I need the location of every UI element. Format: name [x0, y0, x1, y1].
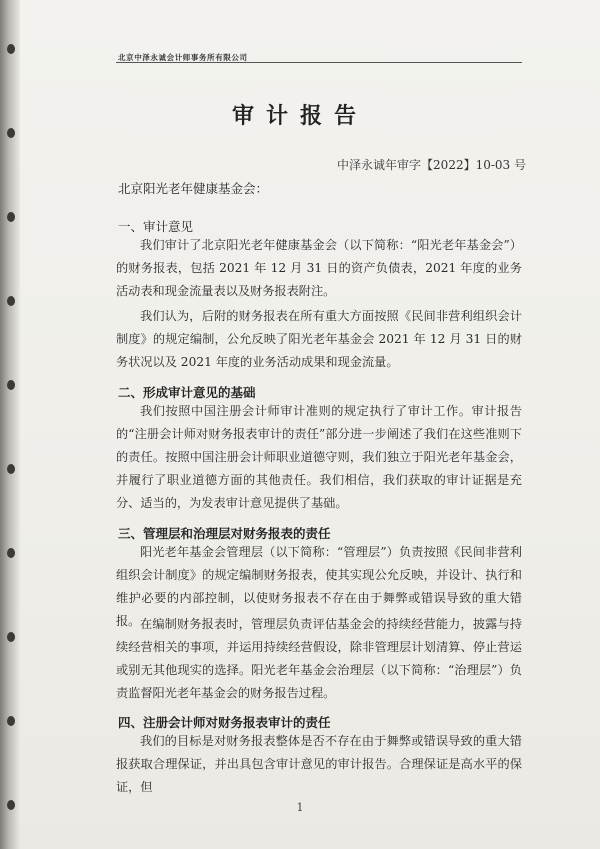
letterhead-firm-name: 北京中泽永诚会计师事务所有限公司: [118, 53, 248, 62]
paragraph: 在编制财务报表时，管理层负责评估基金会的持续经营能力，披露与持续经营相关的事项，并运用持续经营假设，除非管理层计划清算、停止营运或别无其他现实的选择。阳光老年基金会治理层（以下简称：“治理层”）负责监督阳光老年基金会的财务报告过程。: [116, 617, 522, 700]
binding-hole: [7, 380, 15, 390]
paragraph: 我们按照中国注册会计师审计准则的规定执行了审计工作。审计报告的“注册会计师对财务报表审计的责任”部分进一步阐述了我们在这些准则下的责任。按照中国注册会计师职业道德守则，我们独立于阳光老年基金会，并履行了职业道德方面的其他责任。我们相信，我们获取的审计证据是充分、适当的，为发表审计意见提供了基础。: [116, 404, 522, 510]
section-heading-auditor-responsibility: 四、注册会计师对财务报表审计的责任: [118, 715, 331, 730]
section-heading-management-responsibility: 三、管理层和治理层对财务报表的责任: [118, 526, 331, 541]
addressee: 北京阳光老年健康基金会：: [118, 181, 269, 196]
report-title: 审计报告: [231, 103, 368, 129]
binding-hole: [7, 212, 15, 222]
binding-hole: [7, 44, 15, 54]
paragraph: 我们认为，后附的财务报表在所有重大方面按照《民间非营利组织会计制度》的规定编制，公允反映了阳光老年基金会 2021 年 12 月 31 日的财务状况以及 2021 年度的业务活动成果和现金流量。: [116, 309, 522, 369]
binding-hole: [7, 716, 15, 726]
paragraph: 我们审计了北京阳光老年健康基金会（以下简称：“阳光老年基金会”）的财务报表，包括 2021 年 12 月 31 日的资产负债表，2021 年度的业务活动表和现金流量表以及财务报表附注。: [116, 238, 522, 298]
page-number: 1: [296, 801, 304, 814]
section-heading-audit-opinion: 一、审计意见: [118, 219, 194, 234]
paragraph: 阳光老年基金会管理层（以下简称：“管理层”）负责按照《民间非营利组织会计制度》的规定编制财务报表，使其实现公允反映，并设计、执行和维护必要的内部控制，以使财务报表不存在由于舞弊或错误导致的重大错报。: [116, 545, 522, 628]
binding-hole: [7, 632, 15, 642]
paragraph: 我们的目标是对财务报表整体是否不存在由于舞弊或错误导致的重大错报获取合理保证，并出具包含审计意见的审计报告。合理保证是高水平的保证，但: [116, 734, 522, 794]
binding-hole: [7, 296, 15, 306]
document-number: 中泽永诚年审字【2022】10-03 号: [337, 158, 526, 172]
letterhead-rule: [116, 62, 522, 63]
binding-hole: [7, 464, 15, 474]
binding-hole: [7, 548, 15, 558]
section-heading-basis: 二、形成审计意见的基础: [118, 385, 256, 400]
